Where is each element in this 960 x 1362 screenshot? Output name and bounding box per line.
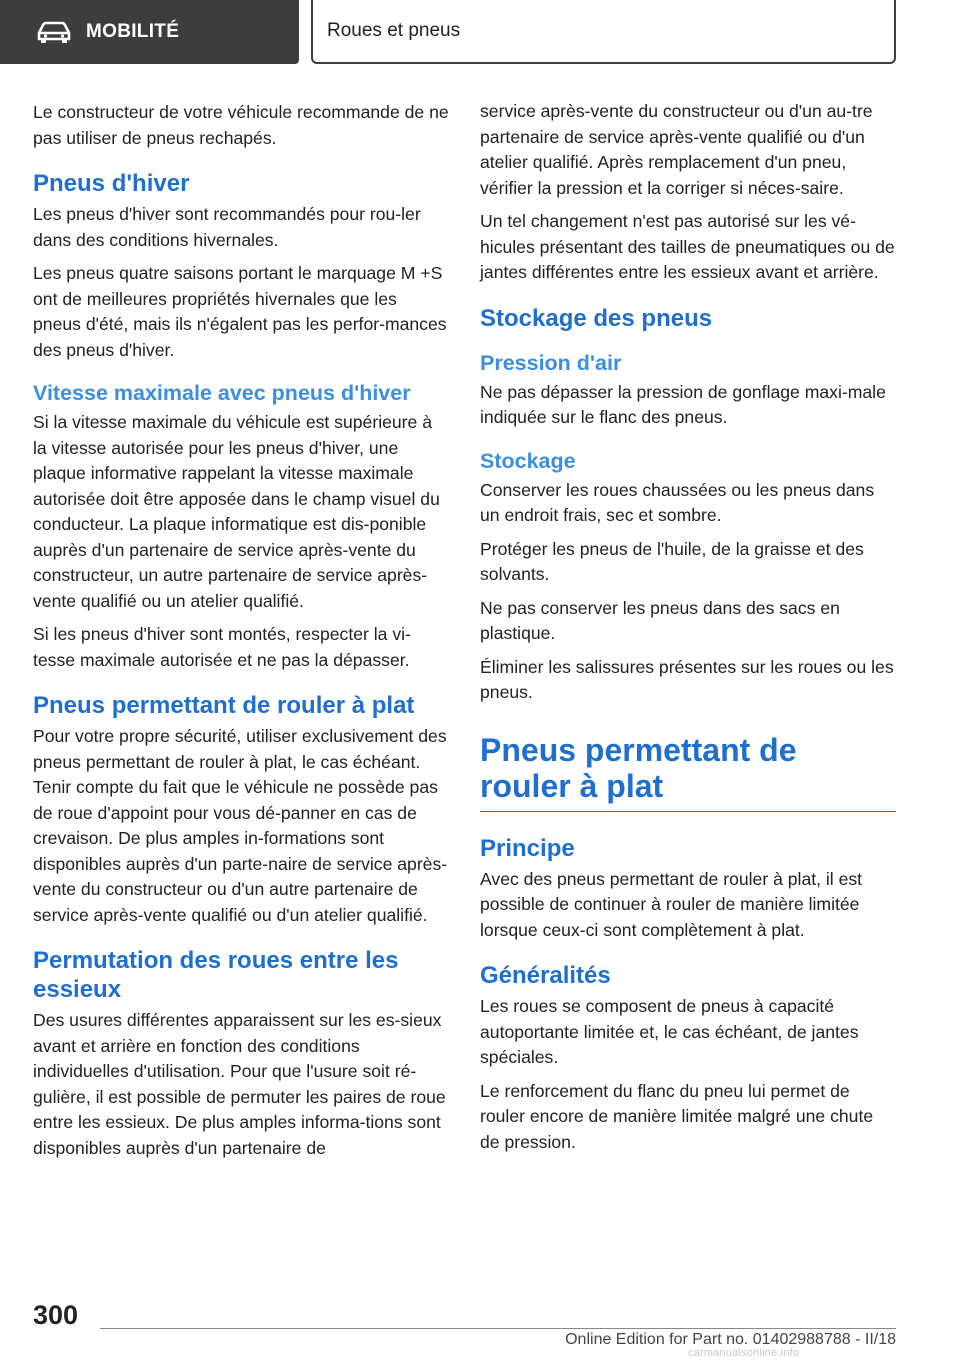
paragraph-intro: Le constructeur de votre véhicule recommande de ne pas utiliser de pneus rechapés. bbox=[33, 102, 449, 148]
heading-permutation: Permutation des roues entre les essieux bbox=[33, 947, 399, 1003]
paragraph-permutation: Des usures différentes apparaissent sur les es-sieux avant et arrière en fonction des conditions individuelles d'utilisation. Pour que l'usure soit ré-gulière, il est possible de permuter les paires de roue entre les essieux. De plus amples informa-tions sont disponibles auprès d'un partenaire de bbox=[33, 1010, 446, 1158]
edition-note: Online Edition for Part no. 01402988788 - II/18 bbox=[565, 1331, 896, 1348]
paragraph-stockage-2: Protéger les pneus de l'huile, de la graisse et des solvants. bbox=[480, 538, 864, 584]
heading-pneus-hiver: Pneus d'hiver bbox=[33, 170, 190, 197]
heading-stockage-pneus: Stockage des pneus bbox=[480, 304, 713, 332]
paragraph-hiver-2: Les pneus quatre saisons portant le marquage M +S ont de meilleures propriétés hivernales que les pneus d'été, mais ils n'égalent pas les perfor-mances des pneus d'hiver. bbox=[33, 263, 447, 360]
section-tab bbox=[0, 0, 299, 64]
right-column bbox=[480, 99, 896, 1163]
paragraph-pression: Ne pas dépasser la pression de gonflage maxi-male indiquée sur le flanc des pneus. bbox=[480, 381, 886, 427]
paragraph-stockage-3: Ne pas conserver les pneus dans des sacs en plastique. bbox=[480, 597, 840, 643]
heading-stockage: Stockage bbox=[480, 448, 576, 473]
paragraph-stockage-1: Conserver les roues chaussées ou les pneus dans un endroit frais, sec et sombre. bbox=[480, 479, 875, 525]
paragraph-hiver-1: Les pneus d'hiver sont recommandés pour rou-ler dans des conditions hivernales. bbox=[33, 204, 421, 250]
page-number: 300 bbox=[33, 1300, 79, 1330]
paragraph-vitesse-2: Si les pneus d'hiver sont montés, respecter la vi-tesse maximale autorisée et ne pas la dépasser. bbox=[33, 624, 411, 670]
paragraph-principe: Avec des pneus permettant de rouler à plat, il est possible de continuer à rouler de manière limitée lorsque ceux-ci sont complètement à plat. bbox=[480, 868, 863, 940]
heading-generalites: Généralités bbox=[480, 962, 611, 989]
chapter-title: Roues et pneus bbox=[327, 20, 461, 41]
paragraph-generalites-2: Le renforcement du flanc du pneu lui permet de rouler encore de manière limitée malgré une chute de pression. bbox=[480, 1080, 874, 1152]
left-column bbox=[33, 100, 449, 1169]
paragraph-vitesse-1: Si la vitesse maximale du véhicule est supérieure à la vitesse autorisée pour les pneus d'hiver, une plaque informative rappelant la vitesse maximale autorisée doit être apposée dans le champ visuel du conducteur. La plaque informatique est dis-ponible auprès d'un partenaire de service après-vente du constructeur, un autre partenaire de service après-vente qualifié ou un atelier qualifié. bbox=[33, 412, 440, 611]
paragraph-changement: Un tel changement n'est pas autorisé sur les vé-hicules présentant des tailles de pneumatiques ou de jantes différentes entre les essieux avant et arrière. bbox=[480, 211, 895, 282]
paragraph-generalites-1: Les roues se composent de pneus à capacité autoportante limitée et, le cas échéant, de jantes spéciales. bbox=[480, 996, 859, 1067]
footer-divider bbox=[100, 1328, 896, 1329]
paragraph-continuation: service après-vente du constructeur ou d'un au-tre partenaire de service après-vente qualifié ou d'un atelier qualifié. Après remplacement d'un pneu, vérifier la pression et la corriger si néces-saire. bbox=[480, 101, 873, 198]
chapter-heading-rouler-a-plat: Pneus permettant de rouler à plat bbox=[480, 732, 896, 812]
paragraph-stockage-4: Éliminer les salissures présentes sur les roues ou les pneus. bbox=[480, 656, 894, 702]
car-icon bbox=[36, 20, 72, 44]
heading-vitesse-maximale: Vitesse maximale avec pneus d'hiver bbox=[33, 381, 411, 405]
watermark: carmanualsonline.info bbox=[688, 1347, 800, 1359]
paragraph-rouler: Pour votre propre sécurité, utiliser exclusivement des pneus permettant de rouler à plat, le cas échéant. Tenir compte du fait que le véhicule ne possède pas de roue d'appoint pour vous dé-panner en cas de crevaison. De plus amples in-formations sont disponibles auprès d'un parte-naire de service après-vente du constructeur ou d'un autre partenaire de service après-vente qualifié ou d'un atelier qualifié. bbox=[33, 726, 448, 925]
heading-rouler-a-plat: Pneus permettant de rouler à plat bbox=[33, 692, 415, 719]
heading-principe: Principe bbox=[480, 834, 575, 862]
section-title: MOBILITÉ bbox=[86, 21, 180, 42]
heading-pression-air: Pression d'air bbox=[480, 350, 622, 375]
chapter-tab bbox=[311, 0, 896, 64]
